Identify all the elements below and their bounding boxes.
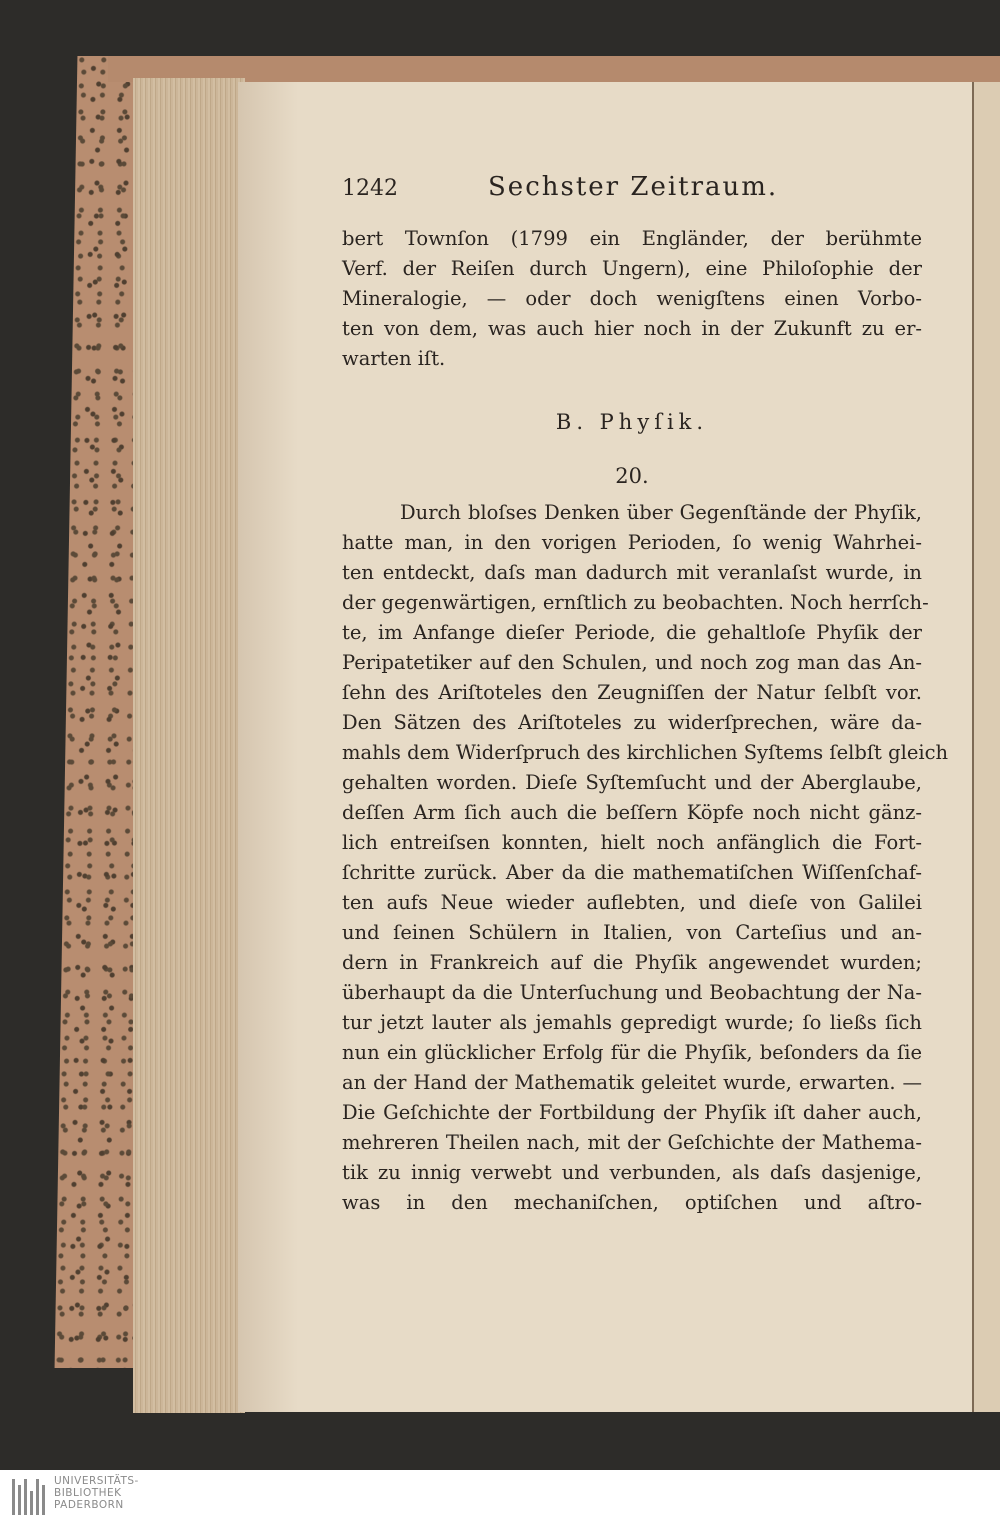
text-line: ten aufs Neue wieder auflebten, und dieſe von Galilei: [342, 891, 922, 914]
text-line: dern in Frankreich auf die Phyſik angewendet wurden;: [342, 951, 922, 974]
text-line: mahls dem Widerſpruch des kirchlichen Syſtems ſelbſt gleich: [342, 741, 949, 764]
text-line: und ſeinen Schülern in Italien, von Carteſius und an-: [342, 921, 922, 944]
text-line: tik zu innig verwebt und verbunden, als daſs dasjenige,: [342, 1161, 922, 1184]
text-line: te, im Anfange dieſer Periode, die gehaltloſe Phyſik der: [342, 621, 922, 644]
text-line: mehreren Theilen nach, mit der Geſchichte der Mathema-: [342, 1131, 922, 1154]
facing-page-edge: [972, 82, 1000, 1412]
logo-line: BIBLIOTHEK: [54, 1487, 122, 1499]
page-edges: [133, 78, 245, 1413]
page-number: 1242: [342, 176, 398, 201]
text-line: hatte man, in den vorigen Perioden, ſo wenig Wahrhei-: [342, 531, 922, 554]
text-line: ſehn des Ariſtoteles den Zeugniſſen der Natur ſelbſt vor.: [342, 681, 922, 704]
text-line: gehalten worden. Dieſe Syſtemſucht und der Aberglaube,: [342, 771, 922, 794]
text-line: ſchritte zurück. Aber da die mathematiſchen Wiſſenſchaf-: [342, 861, 922, 884]
running-title: Sechster Zeitraum.: [488, 172, 779, 202]
text-line: bert Townſon (1799 ein Engländer, der berühmte: [342, 227, 922, 250]
text-line: warten iſt.: [342, 347, 446, 370]
library-logo-text: [54, 1475, 139, 1511]
logo-line: UNIVERSITÄTS-: [54, 1475, 139, 1487]
text-line: Den Sätzen des Ariſtoteles zu widerſprechen, wäre da-: [342, 711, 922, 734]
text-line: Peripatetiker auf den Schulen, und noch zog man das An-: [342, 651, 922, 674]
text-line: was in den mechaniſchen, optiſchen und aſtro-: [342, 1191, 922, 1214]
text-line: ten entdeckt, daſs man dadurch mit veranlaſst wurde, in: [342, 561, 922, 584]
library-logo-icon: [12, 1479, 50, 1515]
text-line: Verf. der Reiſen durch Ungern), eine Philoſophie der: [342, 257, 922, 280]
library-footer: [0, 1470, 1000, 1523]
text-line: überhaupt da die Unterſuchung und Beobachtung der Na-: [342, 981, 922, 1004]
running-header: [342, 172, 922, 212]
text-line: an der Hand der Mathematik geleitet wurde, erwarten. —: [342, 1071, 922, 1094]
text-line: der gegenwärtigen, ernſtlich zu beobachten. Noch herrſch-: [342, 591, 929, 614]
text-line: Durch bloſses Denken über Gegenſtände der Phyſik,: [400, 501, 922, 524]
logo-line: PADERBORN: [54, 1499, 124, 1511]
text-line: deſſen Arm ſich auch die beſſern Köpfe noch nicht gänz-: [342, 801, 922, 824]
paragraph-number: 20.: [615, 464, 649, 488]
text-line: Die Geſchichte der Fortbildung der Phyſik iſt daher auch,: [342, 1101, 922, 1124]
text-line: lich entreiſsen konnten, hielt noch anfänglich die Fort-: [342, 831, 922, 854]
text-line: ten von dem, was auch hier noch in der Zukunft zu er-: [342, 317, 922, 340]
text-line: tur jetzt lauter als jemahls gepredigt wurde; ſo ließs ſich: [342, 1011, 922, 1034]
section-heading: B. Phyſik.: [555, 410, 709, 434]
text-line: nun ein glücklicher Erfolg für die Phyſik, beſonders da ſie: [342, 1041, 922, 1064]
text-line: Mineralogie, — oder doch wenigſtens einen Vorbo-: [342, 287, 922, 310]
